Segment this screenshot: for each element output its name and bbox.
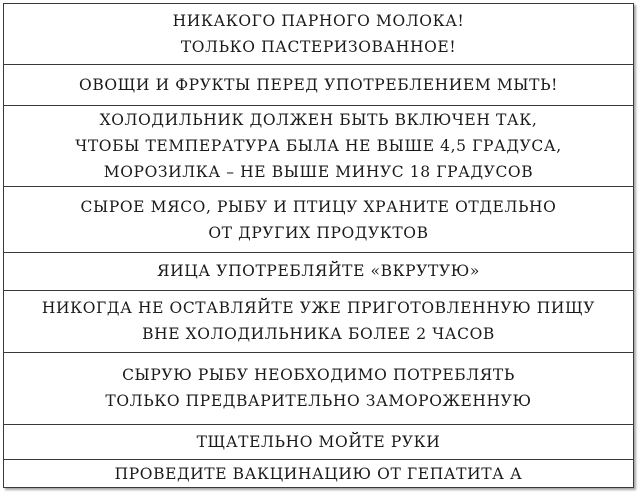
rule-text-line: ПРОВЕДИТЕ ВАКЦИНАЦИЮ ОТ ГЕПАТИТА А (114, 464, 523, 483)
rules-table (3, 3, 634, 488)
rule-text-line: ОВОЩИ И ФРУКТЫ ПЕРЕД УПОТРЕБЛЕНИЕМ МЫТЬ! (79, 75, 558, 94)
rule-text-line: ХОЛОДИЛЬНИК ДОЛЖЕН БЫТЬ ВКЛЮЧЕН ТАК, (99, 110, 538, 129)
rule-row-wash-hands (4, 425, 633, 460)
rule-text-line: ТОЛЬКО ПРЕДВАРИТЕЛЬНО ЗАМОРОЖЕННУЮ (105, 392, 532, 411)
rule-row-fridge-temperature (4, 106, 633, 188)
rule-text-line: НИКОГДА НЕ ОСТАВЛЯЙТЕ УЖЕ ПРИГОТОВЛЕННУЮ ПИЩУ (41, 299, 596, 318)
rule-text-line: ТОЛЬКО ПАСТЕРИЗОВАННОЕ! (180, 37, 457, 56)
rule-row-cooked-food (4, 291, 633, 353)
rule-text-line: МОРОЗИЛКА – НЕ ВЫШЕ МИНУС 18 ГРАДУСОВ (103, 162, 534, 181)
rule-row-separate-raw-meat (4, 187, 633, 253)
rule-row-eggs (4, 253, 633, 291)
rule-text-line: ЧТОБЫ ТЕМПЕРАТУРА БЫЛА НЕ ВЫШЕ 4,5 ГРАДУСА, (75, 136, 562, 155)
rule-row-raw-milk (4, 4, 633, 65)
rule-text-line: ЯИЦА УПОТРЕБЛЯЙТЕ «ВКРУТУЮ» (157, 262, 480, 281)
rule-text-line: ОТ ДРУГИХ ПРОДУКТОВ (208, 223, 429, 242)
rule-text-line: ВНЕ ХОЛОДИЛЬНИКА БОЛЕЕ 2 ЧАСОВ (142, 325, 495, 344)
rule-row-vaccination (4, 460, 633, 487)
rule-text-line: ТЩАТЕЛЬНО МОЙТЕ РУКИ (196, 433, 441, 452)
rule-text-line: НИКАКОГО ПАРНОГО МОЛОКА! (172, 11, 465, 30)
rule-text-line: СЫРОЕ МЯСО, РЫБУ И ПТИЦУ ХРАНИТЕ ОТДЕЛЬНО (80, 197, 557, 216)
rule-row-wash-produce (4, 65, 633, 106)
rule-row-raw-fish (4, 353, 633, 426)
rule-text-line: СЫРУЮ РЫБУ НЕОБХОДИМО ПОТРЕБЛЯТЬ (122, 366, 515, 385)
